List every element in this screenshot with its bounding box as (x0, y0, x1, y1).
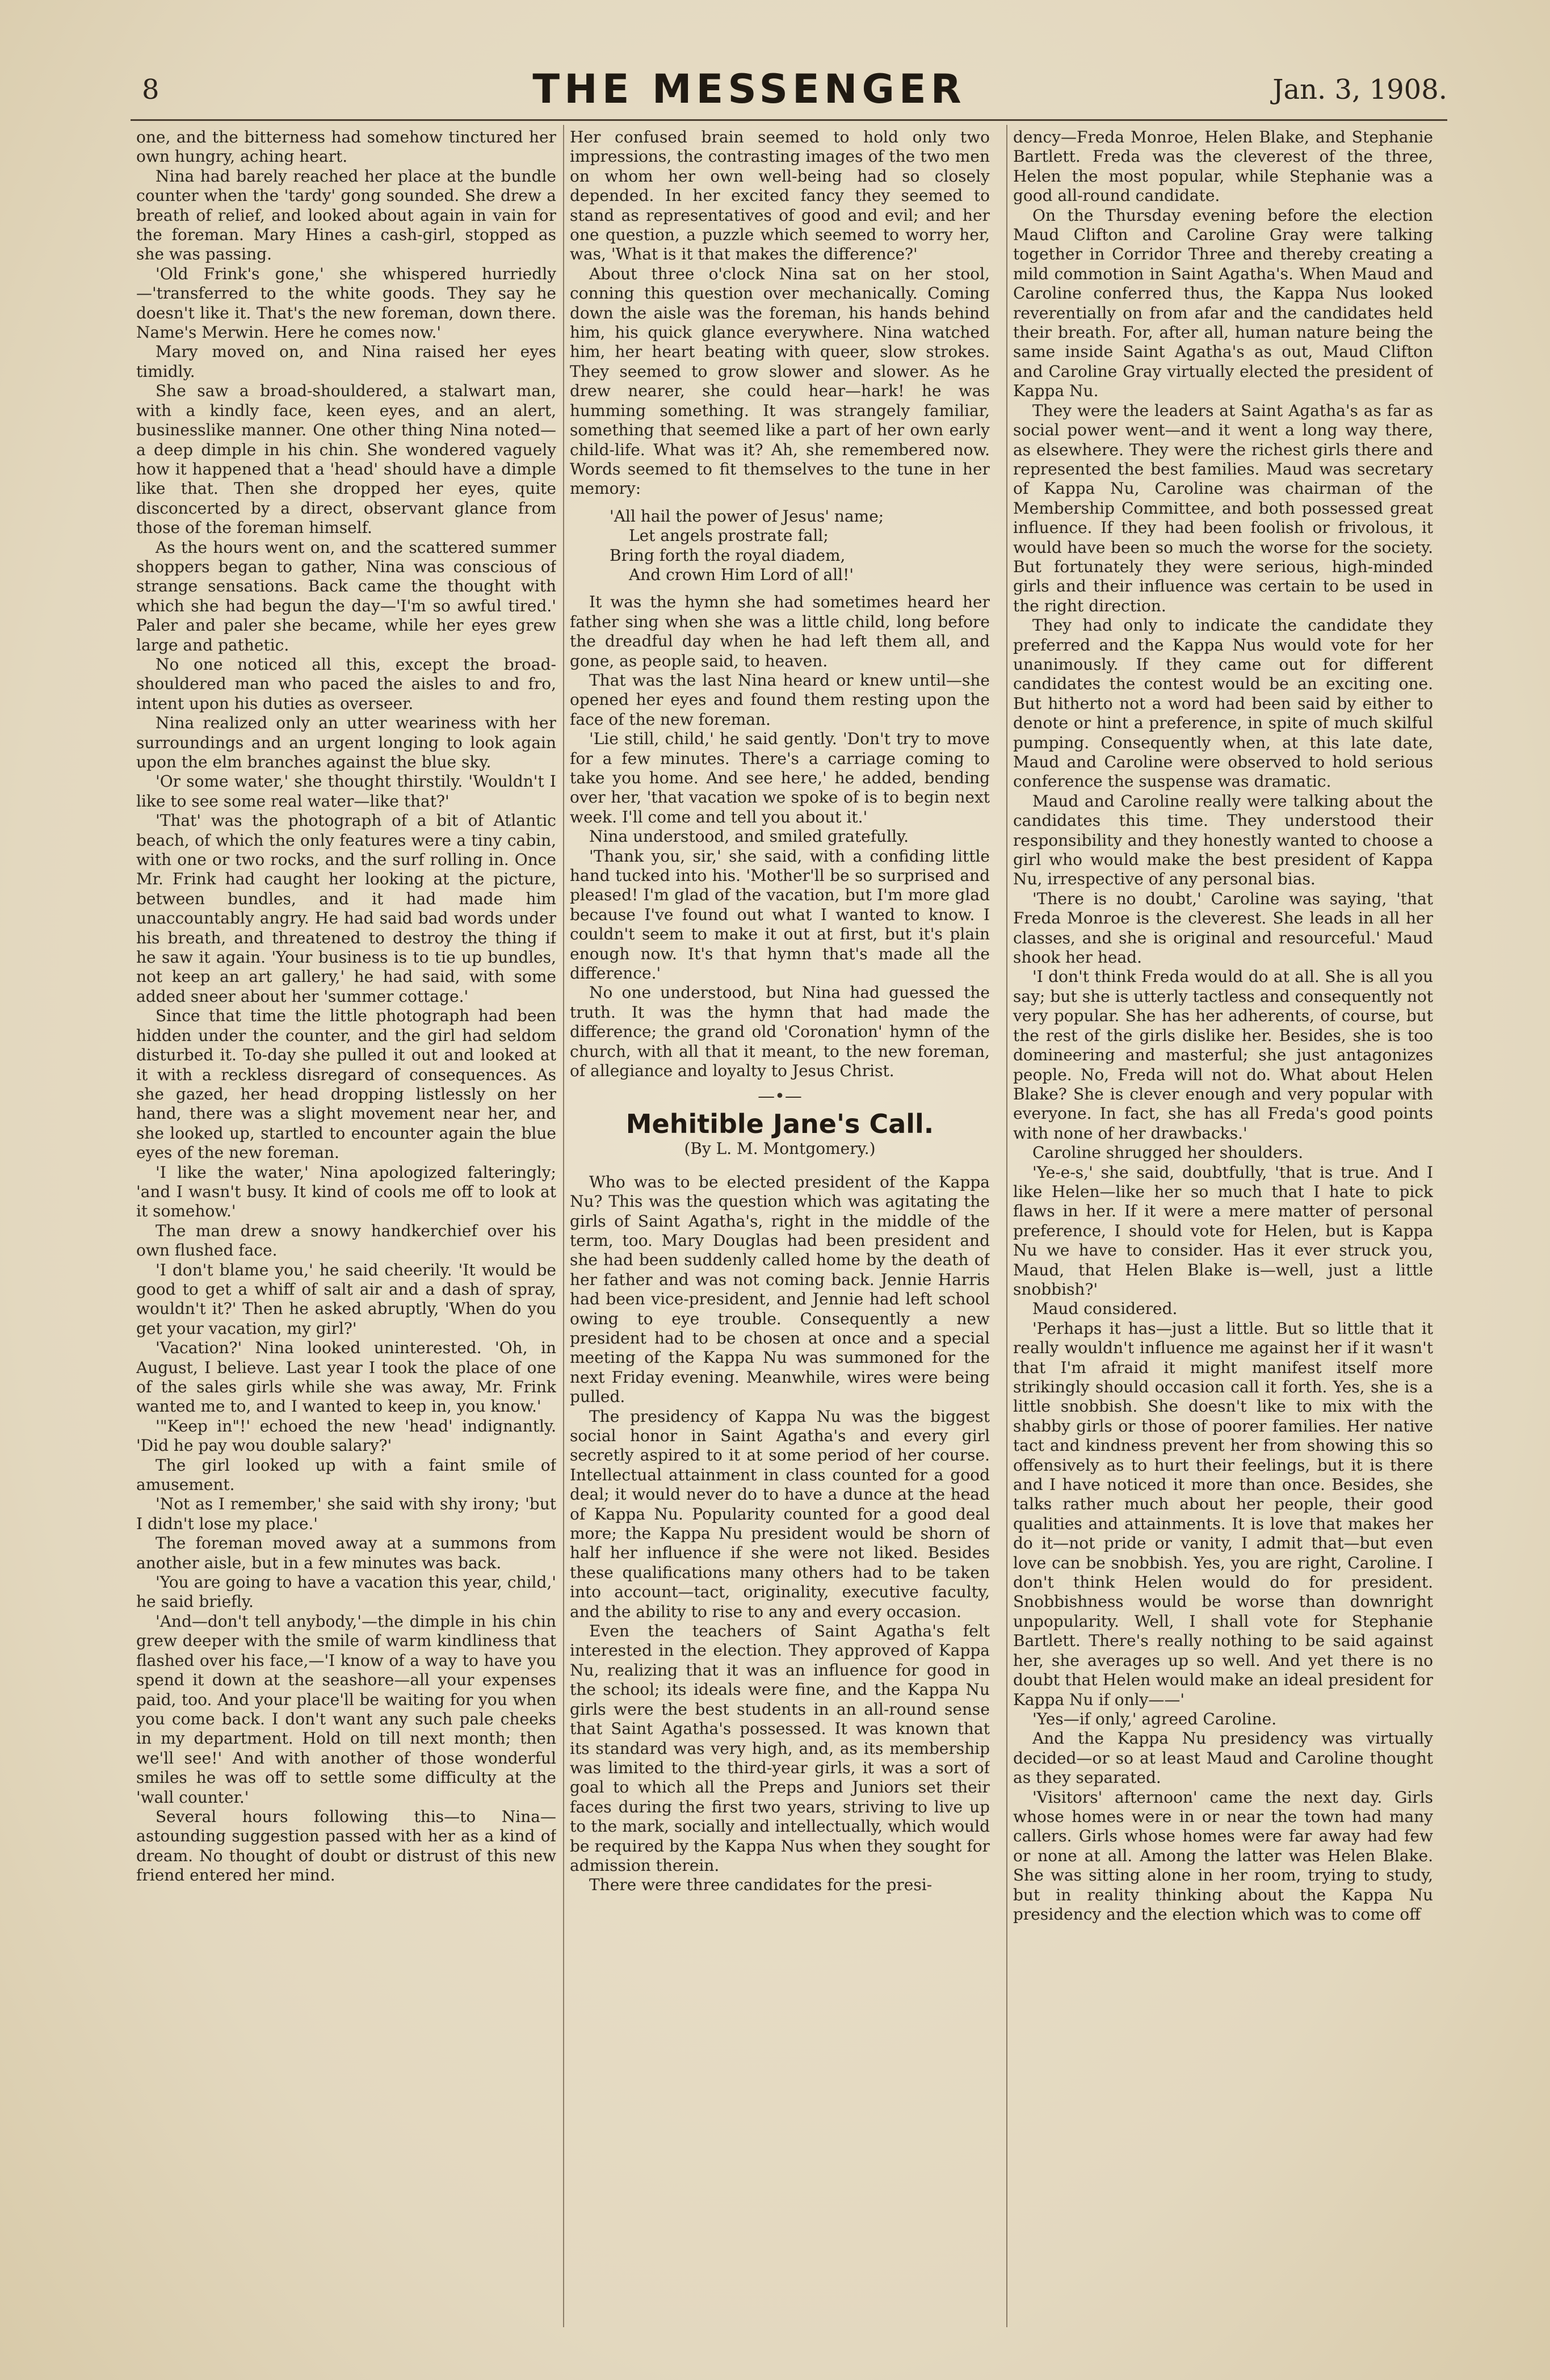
paragraph: Maud considered. (1032, 1299, 1178, 1319)
paragraph: Mary moved on, and Nina raised her eyes timidly. (136, 342, 556, 381)
page-number: 8 (142, 74, 159, 106)
column-divider (1006, 125, 1007, 2327)
paragraph: As the hours went on, and the scattered summer shoppers began to gather, Nina was conscious of strange sensations. Back came the thought with which she had begun the day—'I'm so awful tired.' Paler and paler she became, while her eyes grew large and pathetic. (136, 538, 556, 654)
paragraph: That was the last Nina heard or knew until—she opened her eyes and found them resting upon the face of the new foreman. (570, 670, 990, 729)
paragraph: one, and the bitterness had somehow tinctured her own hungry, aching heart. (136, 128, 556, 166)
paragraph: 'Visitors' afternoon' came the next day. Girls whose homes were in or near the town had many callers. Girls whose homes were far away had few or none at all. Among the latter was Helen Blake. She was sitting alone in her room, trying to study, but in reality thinking about the Kappa Nu presidency and the election which was to come off (1013, 1787, 1433, 1924)
verse-line: 'All hail the power of Jesus' name; (610, 506, 884, 526)
paragraph: 'Perhaps it has—just a little. But so little that it really wouldn't influence me against her if it wasn't that I'm afraid it might manifest itself more strikingly should occasion call it forth. Yes, she is a little snobbish. She doesn't like to mix with the shabby girls or those of poorer families. Her native tact and kindness prevent her from showing this so offensively as to hurt their feelings, but it is there and I have noticed it more than once. Besides, she talks rather much about her people, their good qualities and attainments. It is love that makes her do it—not pride or vanity, I admit that—but even love can be snobbish. Yes, you are right, Caroline. I don't think Helen would do for president. Snobbishness would be worse than downright unpopularity. Well, I shall vote for Stephanie Bartlett. There's really nothing to be said against her, she averages up so well. And yet there is no doubt that Helen would make an ideal president for Kappa Nu if only——' (1013, 1319, 1433, 1709)
paragraph: 'Old Frink's gone,' she whispered hurriedly —'transferred to the white goods. They say he doesn't like it. That's the new foreman, down there. Name's Merwin. Here he comes now.' (136, 264, 556, 342)
paragraph: 'Or some water,' she thought thirstily. 'Wouldn't I like to see some real water—like that?' (136, 772, 556, 811)
paragraph: She saw a broad-shouldered, a stalwart man, with a kindly face, keen eyes, and an alert, businesslike manner. One other thing Nina noted—a deep dimple in his chin. She wondered vaguely how it happened that a 'head' should have a dimple like that. Then she dropped her eyes, quite disconcerted by a direct, observant glance from those of the foreman himself. (136, 381, 556, 538)
issue-date: Jan. 3, 1908. (1272, 74, 1447, 106)
paragraph: Nina understood, and smiled gratefully. (589, 827, 909, 846)
paragraph: 'Not as I remember,' she said with shy irony; 'but I didn't lose my place.' (136, 1495, 556, 1533)
paragraph: 'I don't blame you,' he said cheerily. 'It would be good to get a whiff of salt air and a dash of spray, wouldn't it?' Then he asked abruptly, 'When do you get your vacation, my girl?' (136, 1260, 556, 1338)
header-rule (131, 119, 1447, 121)
paragraph: It was the hymn she had sometimes heard her father sing when she was a little child, long before the dreadful day when he had left them all, and gone, as people said, to heaven. (570, 593, 990, 670)
paragraph: The man drew a snowy handkerchief over his own flushed face. (136, 1221, 556, 1260)
paragraph: The foreman moved away at a summons from another aisle, but in a few minutes was back. (136, 1534, 556, 1572)
paragraph: No one understood, but Nina had guessed the truth. It was the hymn that had made the difference; the grand old 'Coronation' hymn of the church, with all that it meant, to the new foreman, of allegiance and loyalty to Jesus Christ. (570, 983, 990, 1081)
verse-line: Let angels prostrate fall; (629, 526, 829, 545)
hymn-verse (610, 507, 990, 585)
section-ornament: —•— (758, 1086, 802, 1106)
paragraph: 'And—don't tell anybody,'—the dimple in his chin grew deeper with the smile of warm kindliness that flashed over his face,—'I know of a way to have you spend it down at the seashore—all your expenses paid, too. And your place'll be waiting for you when you come back. I don't want any such pale cheeks in my department. Hold on till next month; then we'll see!' And with another of those wonderful smiles he was off to settle some difficulty at the 'wall counter.' (136, 1611, 556, 1807)
paragraph: 'Vacation?' Nina looked uninterested. 'Oh, in August, I believe. Last year I took the place of one of the sales girls while she was away, Mr. Frink wanted me to, and I wanted to keep in, you know.' (136, 1338, 556, 1416)
paragraph: '"Keep in"!' echoed the new 'head' indignantly. 'Did he pay wou double salary?' (136, 1416, 556, 1455)
column-2 (570, 128, 990, 2324)
paragraph: 'Lie still, child,' he said gently. 'Don't try to move for a few minutes. There's a carriage coming to take you home. And see here,' he added, bending over her, 'that vacation we spoke of is to begin next week. I'll come and tell you about it.' (570, 729, 990, 826)
story-title: Mehitible Jane's Call. (625, 1108, 934, 1139)
paragraph: 'Ye-e-s,' she said, doubtfully, 'that is true. And I like Helen—like her so much that I hate to pick flaws in her. If it were a mere matter of personal preference, I should vote for Helen, but is Kappa Nu we have to consider. Has it ever struck you, Maud, that Helen Blake is—well, just a little snobbish?' (1013, 1162, 1433, 1299)
paragraph: Her confused brain seemed to hold only two impressions, the contrasting images of the two men on whom her own well-being had so closely depended. In her excited fancy they seemed to stand as representatives of good and evil; and her one question, a puzzle which seemed to worry her, was, 'What is it that makes the difference?' (570, 128, 990, 264)
paragraph: Since that time the little photograph had been hidden under the counter, and the girl had seldom disturbed it. To-day she pulled it out and looked at it with a reckless disregard of consequences. As she gazed, her head dropping listlessly on her hand, there was a slight movement near her, and she looked up, startled to encounter again the blue eyes of the new foreman. (136, 1006, 556, 1162)
story-byline: (By L. M. Montgomery.) (684, 1139, 876, 1158)
paragraph: They were the leaders at Saint Agatha's as far as social power went—and it went a long way there, as elsewhere. They were the richest girls there and represented the best families. Maud was secretary of Kappa Nu, Caroline was chairman of the Membership Committee, and both possessed great influence. If they had been foolish or frivolous, it would have been so much the worse for the society. But fortunately they were serious, high-minded girls and their influence was certain to be used in the right direction. (1013, 401, 1433, 615)
paragraph: 'That' was the photograph of a bit of Atlantic beach, of which the only features were a tiny cabin, with one or two rocks, and the surf rolling in. Once Mr. Frink had caught her looking at the picture, between bundles, and it had made him unaccountably angry. He had said bad words under his breath, and threatened to destroy the thing if he saw it again. 'Your business is to tie up bundles, not keep an art gallery,' he had said, with some added sneer about her 'summer cottage.' (136, 811, 556, 1006)
paragraph: On the Thursday evening before the election Maud Clifton and Caroline Gray were talking together in Corridor Three and thereby creating a mild commotion in Saint Agatha's. When Maud and Caroline conferred thus, the Kappa Nus looked reverentially on from afar and the candidates held their breath. For, after all, human nature being the same inside Saint Agatha's as out, Maud Clifton and Caroline Gray virtually elected the president of Kappa Nu. (1013, 205, 1433, 401)
paragraph: Maud and Caroline really were talking about the candidates this time. They understood their responsibility and they honestly wanted to choose a girl who would make the best president of Kappa Nu, irrespective of any personal bias. (1013, 791, 1433, 889)
column-3 (1013, 128, 1433, 2324)
paragraph: And the Kappa Nu presidency was virtually decided—or so at least Maud and Caroline thought as they separated. (1013, 1729, 1433, 1787)
verse-line: And crown Him Lord of all!' (629, 565, 854, 584)
paragraph: No one noticed all this, except the broad-shouldered man who paced the aisles to and fro, intent upon his duties as overseer. (136, 654, 556, 713)
paragraph: 'Yes—if only,' agreed Caroline. (1032, 1709, 1277, 1728)
paragraph: The presidency of Kappa Nu was the biggest social honor in Saint Agatha's and every girl secretly aspired to it at some period of her course. Intellectual attainment in class counted for a good deal; it would never do to have a dunce at the head of Kappa Nu. Popularity counted for a good deal more; the Kappa Nu president would be shorn of half her influence if she were not liked. Besides these qualifications many others had to be taken into account—tact, originality, executive faculty, and the ability to rise to any and every occasion. (570, 1407, 990, 1621)
paragraph: Who was to be elected president of the Kappa Nu? This was the question which was agitating the girls of Saint Agatha's, right in the middle of the term, too. Mary Douglas had been president and she had been suddenly called home by the death of her father and was not coming back. Jennie Harris had been vice-president, and Jennie had left school owing to eye trouble. Consequently a new president had to be chosen at once and a special meeting of the Kappa Nu was summoned for the next Friday evening. Meanwhile, wires were being pulled. (570, 1172, 990, 1407)
newspaper-title: THE MESSENGER (532, 66, 966, 112)
paragraph: 'There is no doubt,' Caroline was saying, 'that Freda Monroe is the cleverest. She leads in all her classes, and she is original and resourceful.' Maud shook her head. (1013, 889, 1433, 967)
paragraph: 'You are going to have a vacation this year, child,' he said briefly. (136, 1573, 556, 1611)
column-divider (563, 125, 564, 2327)
column-1 (136, 128, 556, 2324)
paragraph: Caroline shrugged her shoulders. (1032, 1143, 1304, 1162)
paragraph: 'I like the water,' Nina apologized falteringly; 'and I wasn't busy. It kind of cools me off to look at it somehow.' (136, 1162, 556, 1221)
paragraph: dency—Freda Monroe, Helen Blake, and Stephanie Bartlett. Freda was the cleverest of the three, Helen the most popular, while Stephanie was a good all-round candidate. (1013, 128, 1433, 205)
paragraph: They had only to indicate the candidate they preferred and the Kappa Nus would vote for her unanimously. If they came out for different candidates the contest would be an exciting one. But hitherto not a word had been said by either to denote or hint a preference, in spite of much skilful pumping. Consequently when, at this late date, Maud and Caroline were observed to hold serious conference the suspense was dramatic. (1013, 616, 1433, 791)
paragraph: Several hours following this—to Nina—astounding suggestion passed with her as a kind of dream. No thought of doubt or distrust of this new friend entered her mind. (136, 1807, 556, 1885)
paragraph: Nina had barely reached her place at the bundle counter when the 'tardy' gong sounded. She drew a breath of relief, and looked about again in vain for the foreman. Mary Hines a cash-girl, stopped as she was passing. (136, 166, 556, 264)
paragraph: 'Thank you, sir,' she said, with a confiding little hand tucked into his. 'Mother'll be so surprised and pleased! I'm glad of the vacation, but I'm more glad because I've found out what I wanted to know. I couldn't seem to make it out at first, but it's plain enough now. It's that hymn that's made all the difference.' (570, 846, 990, 983)
verse-line: Bring forth the royal diadem, (610, 545, 846, 565)
paragraph: About three o'clock Nina sat on her stool, conning this question over mechanically. Coming down the aisle was the foreman, his hands behind him, his quick glance everywhere. Nina watched him, her heart beating with queer, slow strokes. They seemed to grow slower and slower. As he drew nearer, she could hear—hark! he was humming something. It was strangely familiar, something that seemed like a part of her own early child-life. What was it? Ah, she remembered now. Words seemed to fit themselves to the tune in her memory: (570, 264, 990, 498)
paragraph: There were three candidates for the presi- (589, 1875, 932, 1895)
masthead (114, 62, 1447, 114)
paragraph: Even the teachers of Saint Agatha's felt interested in the election. They approved of Kappa Nu, realizing that it was an influence for good in the school; its ideals were fine, and the Kappa Nu girls were the best students in an all-round sense that Saint Agatha's possessed. It was known that its standard was very high, and, as its membership was limited to the third-year girls, it was a sort of goal to which all the Preps and Juniors set their faces during the first two years, striving to live up to the mark, socially and intellectually, which would be required by the Kappa Nus when they sought for admission therein. (570, 1622, 990, 1875)
paragraph: The girl looked up with a faint smile of amusement. (136, 1455, 556, 1495)
paragraph: 'I don't think Freda would do at all. She is all you say; but she is utterly tactless and consequently not very popular. She has her adherents, of course, but the rest of the girls dislike her. Besides, she is too domineering and masterful; she just antagonizes people. No, Freda will not do. What about Helen Blake? She is clever enough and very popular with everyone. In fact, she has all Freda's good points with none of her drawbacks.' (1013, 967, 1433, 1143)
paragraph: Nina realized only an utter weariness with her surroundings and an urgent longing to look again upon the elm branches against the blue sky. (136, 713, 556, 771)
